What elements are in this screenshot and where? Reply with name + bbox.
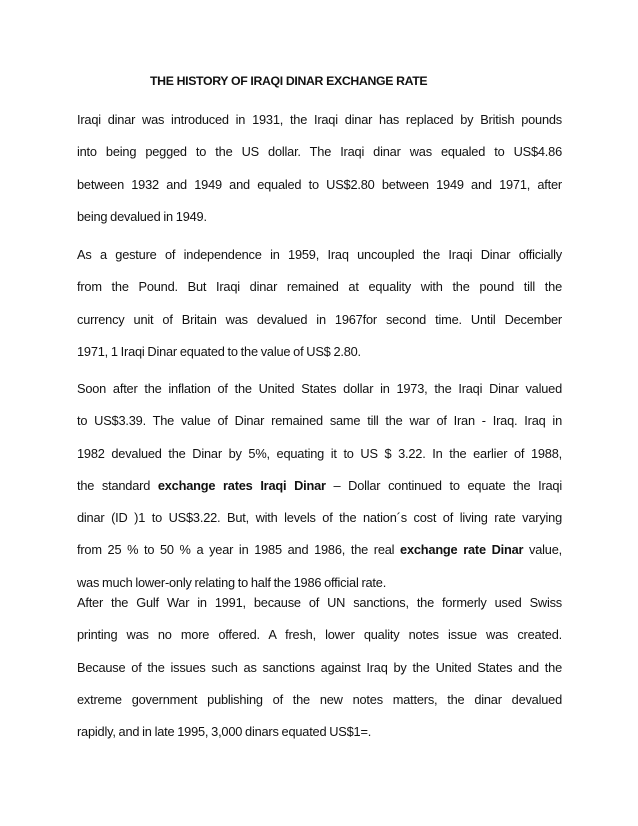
paragraph-1: [77, 104, 562, 233]
paragraph-line: currency unit of Britain was devalued in 1967for second time. Until December: [77, 311, 562, 327]
paragraph-line: Iraqi dinar was introduced in 1931, the Iraqi dinar has replaced by British pounds: [77, 112, 562, 127]
line-text: value,: [523, 542, 562, 558]
line-text: the standard: [77, 477, 158, 493]
paragraph-line-with-bold: [77, 470, 562, 502]
paragraph-line: 1982 devalued the Dinar by 5%, equating it to US $ 3.22. In the earlier of 1988,: [77, 445, 562, 461]
paragraph-line: between 1932 and 1949 and equaled to US$2.80 between 1949 and 1971, after: [77, 176, 562, 192]
paragraph-3: [77, 373, 562, 599]
paragraph-line: As a gesture of independence in 1959, Iraq uncoupled the Iraqi Dinar officially: [77, 247, 562, 262]
paragraph-line: being devalued in 1949.: [77, 208, 207, 224]
bold-keyword: exchange rates Iraqi Dinar: [157, 477, 326, 493]
paragraph-line: to US$3.39. The value of Dinar remained same till the war of Iran - Iraq. Iraq in: [77, 413, 562, 429]
bold-keyword: exchange rate Dinar: [400, 542, 524, 558]
paragraph-line-with-bold: [77, 534, 562, 566]
line-text: – Dollar continued to equate the Iraqi: [325, 477, 562, 493]
paragraph-line: Soon after the inflation of the United States dollar in 1973, the Iraqi Dinar valued: [77, 381, 562, 396]
paragraph-line: After the Gulf War in 1991, because of UN sanctions, the formerly used Swiss: [77, 595, 562, 610]
paragraph-line: dinar (ID )1 to US$3.22. But, with levels of the nation´s cost of living rate varying: [77, 510, 562, 526]
paragraph-line: from the Pound. But Iraqi dinar remained at equality with the pound till the: [77, 279, 562, 295]
paragraph-line: into being pegged to the US dollar. The Iraqi dinar was equaled to US$4.86: [77, 144, 562, 160]
paragraph-2: [77, 239, 562, 368]
paragraph-4: [77, 587, 562, 748]
paragraph-line: was much lower-only relating to half the 1986 official rate.: [77, 574, 387, 590]
paragraph-line: 1971, 1 Iraqi Dinar equated to the value of US$ 2.80.: [77, 343, 361, 359]
paragraph-line: Because of the issues such as sanctions against Iraq by the United States and the: [77, 659, 562, 675]
paragraph-line: printing was no more offered. A fresh, lower quality notes issue was created.: [77, 627, 562, 643]
line-text: from 25 % to 50 % a year in 1985 and 1986, the real: [77, 542, 401, 558]
paragraph-line: extreme government publishing of the new notes matters, the dinar devalued: [77, 691, 562, 707]
paragraph-line: rapidly, and in late 1995, 3,000 dinars equated US$1=.: [77, 724, 372, 740]
document-title: THE HISTORY OF IRAQI DINAR EXCHANGE RATE: [150, 74, 428, 88]
